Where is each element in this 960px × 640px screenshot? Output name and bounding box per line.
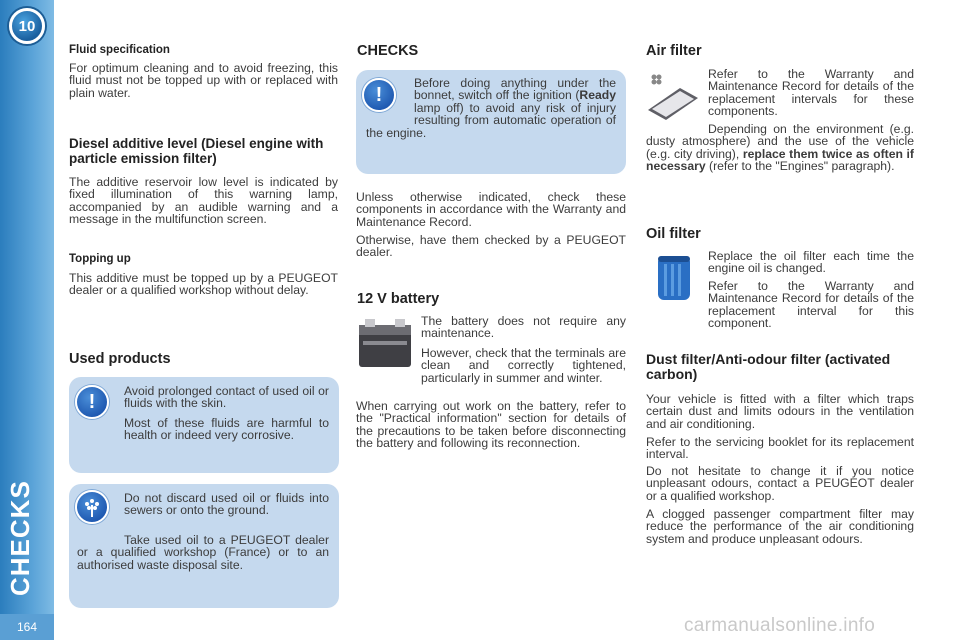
air-filter-para2 <box>646 123 914 173</box>
used-box1-para1: Avoid prolonged contact of used oil or fluids with the skin. <box>124 384 329 411</box>
topping-up-heading: Topping up <box>69 253 131 265</box>
checks-heading: CHECKS <box>357 43 419 59</box>
page-number: 164 <box>0 614 54 640</box>
diesel-additive-text: The additive reservoir low level is indicated by fixed illumination of this warning lamp, accompanied by an audible warning and a message in the multifunction screen. <box>69 175 338 227</box>
checks-intro-para2: Otherwise, have them checked by a PEUGEOT dealer. <box>356 233 626 260</box>
dust-filter-para4: A clogged passenger compartment filter may reduce the performance of the air conditioning system and produce unpleasant odours. <box>646 507 914 546</box>
air-filter-para2-end: (refer to the "Engines" paragraph). <box>705 159 895 174</box>
dust-filter-para1: Your vehicle is fitted with a filter which traps certain dust and limits odours in the ventilation and air conditioning. <box>646 392 914 431</box>
chapter-number: 10 <box>18 17 36 35</box>
battery-para3: When carrying out work on the battery, refer to the "Practical information" section for details of the precautions to be taken before disconnecting the battery and following its reconnection. <box>356 399 626 451</box>
dust-filter-heading: Dust filter/Anti-odour filter (activated carbon) <box>646 351 891 382</box>
exclamation-icon: ! <box>75 385 109 419</box>
chapter-sidebar <box>0 0 54 640</box>
safety-warning-box <box>356 70 626 174</box>
fluid-spec-heading: Fluid specification <box>69 44 170 56</box>
warning-text-end: lamp off) to avoid any risk of injury resulting from automatic operation of the engine. <box>366 100 616 140</box>
used-box2-para2: Take used oil to a PEUGEOT dealer or a qualified workshop (France) or to an authorised waste disposal site. <box>77 533 329 572</box>
used-box1-para2: Most of these fluids are harmful to health or indeed very corrosive. <box>124 416 329 443</box>
air-filter-icon <box>646 72 700 122</box>
used-products-warning-box <box>69 377 339 473</box>
checks-intro-para1: Unless otherwise indicated, check these components in accordance with the Warranty and Maintenance Record. <box>356 190 626 229</box>
air-filter-para1: Refer to the Warranty and Maintenance Record for details of the replacement intervals for these components. <box>708 67 914 119</box>
air-filter-para2-emphasis: replace them twice as often if necessary <box>646 146 914 174</box>
fluid-spec-text: For optimum cleaning and to avoid freezing, this fluid must not be topped up with or replaced with plain water. <box>69 61 338 100</box>
used-box2-para1: Do not discard used oil or fluids into sewers or onto the ground. <box>124 491 329 518</box>
environment-icon <box>75 490 109 524</box>
air-filter-heading: Air filter <box>646 43 702 59</box>
battery-para2: However, check that the terminals are clean and correctly tightened, particularly in summer and winter. <box>421 346 626 385</box>
oil-filter-para1: Replace the oil filter each time the engine oil is changed. <box>708 249 914 276</box>
dust-filter-para2: Refer to the servicing booklet for its replacement interval. <box>646 435 914 462</box>
chapter-badge <box>9 8 45 44</box>
oil-filter-icon <box>654 252 694 302</box>
battery-heading: 12 V battery <box>357 291 440 307</box>
oil-filter-heading: Oil filter <box>646 226 701 242</box>
dust-filter-para3: Do not hesitate to change it if you notice unpleasant odours, contact a PEUGEOT dealer or a qualified workshop. <box>646 464 914 503</box>
chapter-title: CHECKS <box>5 480 35 596</box>
warning-text-start: Before doing anything under the bonnet, switch off the ignition ( <box>414 76 616 103</box>
warning-text-ready: Ready <box>579 88 616 103</box>
battery-icon <box>357 317 413 369</box>
battery-para1: The battery does not require any maintenance. <box>421 314 626 341</box>
oil-filter-para2: Refer to the Warranty and Maintenance Record for details of the replacement interval for this component. <box>708 279 914 331</box>
used-products-heading: Used products <box>69 351 171 367</box>
watermark: carmanualsonline.info <box>684 615 876 636</box>
exclamation-icon: ! <box>362 78 396 112</box>
air-filter-para2-start: Depending on the environment (e.g. dusty atmosphere) and the use of the vehicle (e.g. city driving), <box>646 122 914 161</box>
diesel-additive-heading: Diesel additive level (Diesel engine with particle emission filter) <box>69 136 324 166</box>
safety-warning-text <box>366 77 616 139</box>
topping-up-text: This additive must be topped up by a PEUGEOT dealer or a qualified workshop without delay. <box>69 271 338 298</box>
environment-box <box>69 484 339 608</box>
